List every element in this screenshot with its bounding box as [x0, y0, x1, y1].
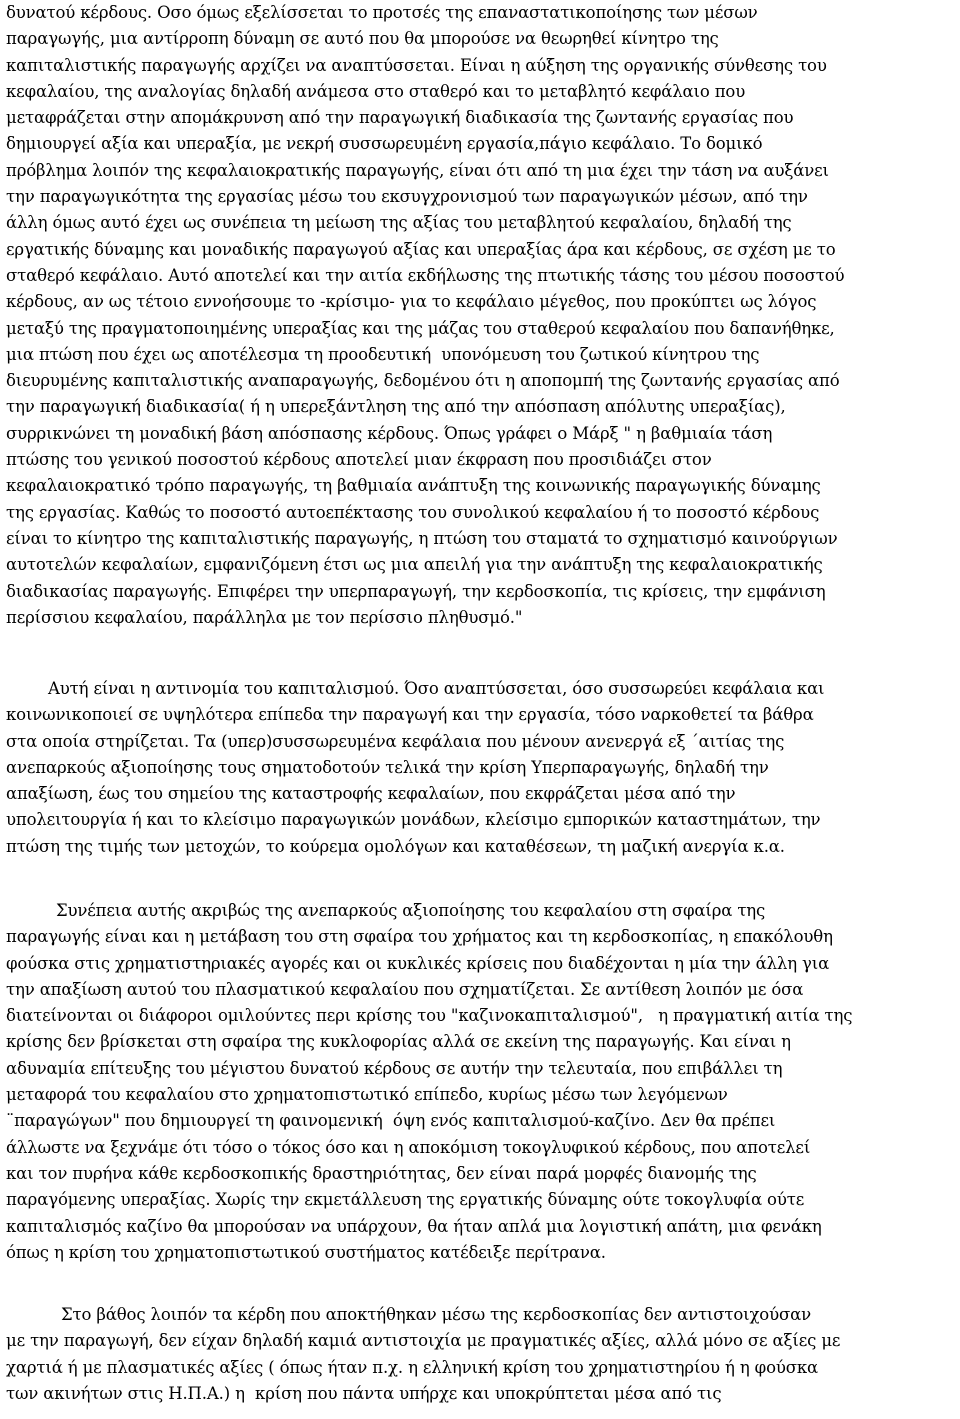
text-line: χαρτιά ή με πλασματικές αξίες ( όπως ήταν π.χ. η ελληνική κρίση του χρηματιστηρίου ή η φούσκα: [6, 1357, 819, 1377]
text-line: Στο βάθος λοιπόν τα κέρδη που αποκτήθηκαν μέσω της κερδοσκοπίας δεν αντιστοιχούσαν: [61, 1305, 811, 1324]
paragraph-1: [6, 0, 956, 631]
text-line: αυτοτελών κεφαλαίων, εμφανιζόμενη έτσι ως μια απειλή για την ανάπτυξη της κεφαλαιοκρατικής: [6, 555, 823, 575]
text-line: όπως η κρίση του χρηματοπιστωτικού συστήματος κατέδειξε περίτρανα.: [6, 1242, 606, 1262]
text-line: καπιταλισμός καζίνο θα μπορούσαν να υπάρχουν, θα ήταν απλά μια λογιστική απάτη, μια φενάκη: [6, 1216, 822, 1236]
text-line: παραγόμενης υπεραξίας. Χωρίς την εκμετάλλευση της εργατικής δύναμης ούτε τοκογλυφία ούτε: [6, 1190, 805, 1210]
text-line: κεφαλαιοκρατικό τρόπο παραγωγής, τη βαθμιαία ανάπτυξη της κοινωνικής παραγωγικής δύναμης: [6, 476, 821, 496]
text-line: απαξίωση, έως του σημείου της καταστροφής κεφαλαίων, που εκφράζεται μέσα από την: [6, 784, 736, 804]
text-line: εργατικής δύναμης και μοναδικής παραγωγού αξίας και υπεραξίας άρα και κέρδους, σε σχέση με το: [6, 239, 836, 259]
text-line: κοινωνικοποιεί σε υψηλότερα επίπεδα την παραγωγή και την εργασία, τόσο ναρκοθετεί τα βάθρα: [6, 705, 814, 725]
text-line: και τον πυρήνα κάθε κερδοσκοπικής δραστηριότητας, δεν είναι παρά μορφές διανομής της: [6, 1163, 757, 1183]
text-line: την παραγωγικότητα της εργασίας μέσω του εκσυγχρονισμού των παραγωγικών μέσων, από την: [6, 187, 808, 207]
text-line: κρίσης δεν βρίσκεται στη σφαίρα της κυκλοφορίας αλλά σε εκείνη της παραγωγής. Και είναι η: [6, 1032, 791, 1052]
text-line: μεταφράζεται στην απομάκρυνση από την παραγωγική διαδικασία της ζωντανής εργασίας που: [6, 108, 794, 128]
text-line: δημιουργεί αξία και υπεραξία, με νεκρή συσσωρευμένη εργασία,πάγιο κεφάλαιο. Το δομικό: [6, 134, 763, 154]
text-line: αδυναμία επίτευξης του μέγιστου δυνατού κέρδους σε αυτήν την τελευταία, που επιβάλλει τη: [6, 1058, 783, 1078]
text-line: στα οποία στηρίζεται. Τα (υπερ)συσσωρευμένα κεφάλαια που μένουν ανενεργά εξ ΄αιτίας της: [6, 731, 785, 751]
text-line: δυνατού κέρδους. Οσο όμως εξελίσσεται το προτσές της επαναστατικοποίησης των μέσων: [6, 3, 758, 22]
text-line: συρρικνώνει τη μοναδική βάση απόσπασης κέρδους. Όπως γράφει ο Μάρξ " η βαθμιαία τάση: [6, 423, 773, 443]
text-line: πτώση της τιμής των μετοχών, το κούρεμα ομολόγων και καταθέσεων, τη μαζική ανεργία κ.α.: [6, 836, 785, 856]
text-line: άλλωστε να ξεχνάμε ότι τόσο ο τόκος όσο και η αποκόμιση τοκογλυφικού κέρδους, που αποτελεί: [6, 1137, 811, 1157]
text-line: Συνέπεια αυτής ακριβώς της ανεπαρκούς αξιοποίησης του κεφαλαίου στη σφαίρα της: [56, 901, 766, 920]
text-line: μια πτώση που έχει ως αποτέλεσμα τη προοδευτική υπονόμευση του ζωτικού κίνητρου της: [6, 344, 760, 364]
text-line: ανεπαρκούς αξιοποίησης τους σηματοδοτούν τελικά την κρίση Υπερπαραγωγής, δηλαδή την: [6, 757, 769, 777]
text-line: διαδικασίας παραγωγής. Επιφέρει την υπερπαραγωγή, την κερδοσκοπία, τις κρίσεις, την εμφάνιση: [6, 581, 826, 601]
paragraph-2: [6, 676, 956, 860]
text-line: καπιταλιστικής παραγωγής αρχίζει να αναπτύσσεται. Είναι η αύξηση της οργανικής σύνθεσης του: [6, 55, 827, 75]
text-line: πτώσης του γενικού ποσοστού κέρδους αποτελεί μιαν έκφραση που προσιδιάζει στον: [6, 450, 712, 470]
text-line: περίσσιου κεφαλαίου, παράλληλα με τον περίσσιο πληθυσμό.": [6, 607, 523, 627]
text-line: κεφαλαίου, της αναλογίας δηλαδή ανάμεσα στο σταθερό και το μεταβλητό κεφάλαιο που: [6, 81, 746, 101]
text-line: παραγωγής είναι και η μετάβαση του στη σφαίρα του χρήματος και τη κερδοσκοπίας, η επακόλουθη: [6, 927, 833, 947]
paragraph-4: [6, 1302, 956, 1407]
text-line: πρόβλημα λοιπόν της κεφαλαιοκρατικής παραγωγής, είναι ότι από τη μια έχει την τάση να αυξάνει: [6, 160, 829, 180]
text-line: κέρδους, αν ως τέτοιο εννοήσουμε το -κρίσιμο- για το κεφάλαιο μέγεθος, που προκύπτει ως λόγος: [6, 292, 817, 312]
text-line: διευρυμένης καπιταλιστικής αναπαραγωγής, δεδομένου ότι η αποπομπή της ζωντανής εργασίας από: [6, 371, 840, 391]
text-line: Αυτή είναι η αντινομία του καπιταλισμού. Όσο αναπτύσσεται, όσο συσσωρεύει κεφάλαια και: [48, 679, 825, 698]
text-line: των ακινήτων στις Η.Π.Α.) η κρίση που πάντα υπήρχε και υποκρύπτεται μέσα από τις: [6, 1383, 722, 1403]
text-line: υπολειτουργία ή και το κλείσιμο παραγωγικών μονάδων, κλείσιμο εμπορικών καταστημάτων, την: [6, 810, 821, 830]
text-line: μεταξύ της πραγματοποιημένης υπεραξίας και της μάζας του σταθερού κεφαλαίου που δαπανήθηκε,: [6, 318, 835, 338]
text-line: ¨παραγώγων" που δημιουργεί τη φαινομενική όψη ενός καπιταλισμού-καζίνο. Δεν θα πρέπει: [6, 1111, 776, 1131]
text-line: διατείνονται οι διάφοροι ομιλούντες περι κρίσης του "καζινοκαπιταλισμού", η πραγματική αιτία της: [6, 1006, 853, 1026]
text-line: παραγωγής, μια αντίρροπη δύναμη σε αυτό που θα μπορούσε να θεωρηθεί κίνητρο της: [6, 29, 719, 49]
text-line: είναι το κίνητρο της καπιταλιστικής παραγωγής, η πτώση του σταματά το σχηματισμό καινούργιων: [6, 528, 838, 548]
text-line: της εργασίας. Καθώς το ποσοστό αυτοεπέκτασης του συνολικού κεφαλαίου ή το ποσοστό κέρδους: [6, 502, 820, 522]
text-line: μεταφορά του κεφαλαίου στο χρηματοπιστωτικό επίπεδο, κυρίως μέσω των λεγόμενων: [6, 1085, 728, 1105]
paragraph-3: [6, 898, 956, 1266]
text-line: την απαξίωση αυτού του πλασματικού κεφαλαίου που σχηματίζεται. Σε αντίθεση λοιπόν με όσα: [6, 979, 804, 999]
text-line: με την παραγωγή, δεν είχαν δηλαδή καμιά αντιστοιχία με πραγματικές αξίες, αλλά μόνο σε αξίες με: [6, 1331, 841, 1351]
text-line: σταθερό κεφάλαιο. Αυτό αποτελεί και την αιτία εκδήλωσης της πτωτικής τάσης του μέσου ποσοστού: [6, 265, 845, 285]
text-line: φούσκα στις χρηματιστηριακές αγορές και οι κυκλικές κρίσεις που διαδέχονται η μία την άλλη για: [6, 953, 830, 973]
text-line: άλλη όμως αυτό έχει ως συνέπεια τη μείωση της αξίας του μεταβλητού κεφαλαίου, δηλαδή της: [6, 213, 792, 233]
text-line: την παραγωγική διαδικασία( ή η υπερεξάντληση της από την απόσπαση απόλυτης υπεραξίας),: [6, 397, 786, 417]
